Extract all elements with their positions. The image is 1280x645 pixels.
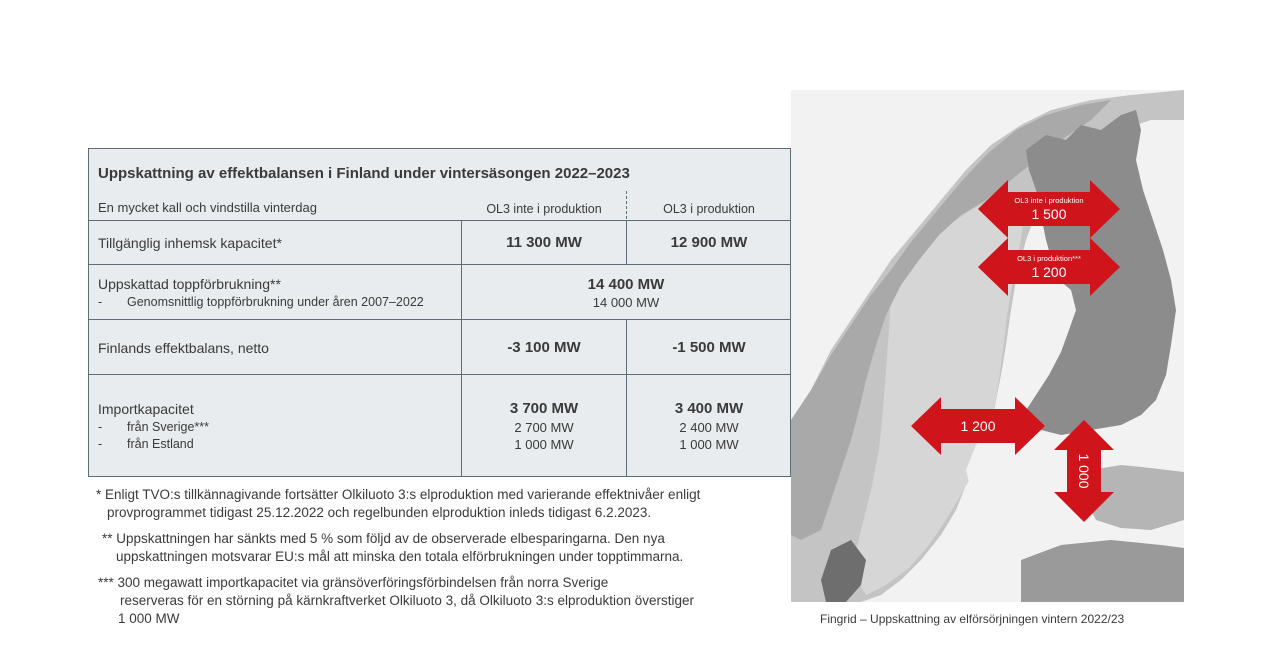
map-caption: Fingrid – Uppskattning av elförsörjningen vintern 2022/23: [820, 612, 1125, 626]
row-divider: [89, 264, 790, 265]
arrow-estonia-finland: [1054, 420, 1114, 522]
row-label-domestic-capacity: Tillgänglig inhemsk kapacitet*: [98, 235, 282, 251]
row-divider: [89, 374, 790, 375]
value-peak-consumption: 14 400 MW: [587, 276, 665, 293]
footnotes: [96, 486, 700, 628]
value-net-balance-ol3-on: -1 500 MW: [672, 339, 746, 356]
footnote-2-line-2: uppskattningen motsvarar EU:s mål att minska den totala elförbrukningen under topptimmarna.: [116, 549, 684, 564]
footnote-3-line-2: reserveras för en störning på kärnkraftverket Olkiluoto 3, då Olkiluoto 3:s elproduktion överstiger: [120, 593, 695, 608]
footnote-1-line-1: * Enligt TVO:s tillkännagivande fortsätter Olkiluoto 3:s elproduktion med varierande effektnivåer enligt: [96, 487, 701, 502]
value-import-estonia-ol3-on: 1 000 MW: [679, 437, 739, 452]
row-label-net-balance: Finlands effektbalans, netto: [98, 340, 269, 356]
value-average-peak: 14 000 MW: [592, 295, 660, 310]
table-subtitle: En mycket kall och vindstilla vinterdag: [98, 200, 317, 215]
row-divider: [89, 319, 790, 320]
arrow-1-caption: OL3 inte i produktion: [1014, 196, 1084, 205]
value-domestic-capacity-ol3-off: 11 300 MW: [506, 234, 582, 251]
arrow-4-value: 1 000: [1076, 453, 1092, 489]
row-sublabel-dash: -: [98, 420, 103, 434]
footnote-3-line-3: 1 000 MW: [118, 611, 180, 626]
arrow-north-ol3-on: [978, 238, 1120, 296]
row-label-import-capacity: Importkapacitet: [98, 401, 194, 417]
row-divider: [89, 220, 790, 221]
value-import-sweden-ol3-off: 2 700 MW: [514, 420, 574, 435]
header-divider: [626, 191, 627, 219]
footnote-2-line-1: ** Uppskattningen har sänkts med 5 % som följd av de observerade elbesparingarna. Den nya: [102, 531, 665, 546]
value-import-estonia-ol3-off: 1 000 MW: [514, 437, 574, 452]
row-sublabel-dash: -: [98, 295, 103, 309]
map-graphic: [791, 90, 1184, 602]
column-header-ol3-in-production: OL3 i produktion: [663, 202, 755, 216]
power-balance-table: [88, 148, 791, 477]
arrow-3-value: 1 200: [960, 418, 996, 434]
row-sublabel-from-estonia: från Estland: [127, 437, 194, 451]
row-sublabel-from-sweden: från Sverige***: [127, 420, 209, 434]
table-title: Uppskattning av effektbalansen i Finland under vintersäsongen 2022–2023: [98, 165, 630, 182]
row-label-peak-consumption: Uppskattad toppförbrukning**: [98, 276, 281, 292]
arrow-1-value: 1 500: [1031, 206, 1067, 222]
value-import-ol3-off: 3 700 MW: [509, 400, 579, 417]
nordic-map: [791, 90, 1184, 602]
arrow-2-value: 1 200: [1031, 264, 1067, 280]
arrow-north-ol3-off: [978, 180, 1120, 238]
footnote-3-line-1: *** 300 megawatt importkapacitet via gränsöverföringsförbindelsen från norra Sverige: [98, 575, 609, 590]
column-header-ol3-not-in-production: OL3 inte i produktion: [486, 202, 602, 216]
value-import-ol3-on: 3 400 MW: [674, 400, 744, 417]
arrow-2-caption: OL3 i produktion***: [1017, 254, 1081, 263]
value-net-balance-ol3-off: -3 100 MW: [507, 339, 581, 356]
row-sublabel-dash: -: [98, 437, 103, 451]
arrow-sweden-finland: [911, 397, 1045, 455]
footnote-1-line-2: provprogrammet tidigast 25.12.2022 och regelbunden elproduktion inleds tidigast 6.2.2023.: [107, 505, 652, 520]
value-import-sweden-ol3-on: 2 400 MW: [679, 420, 739, 435]
row-sublabel-average-peak: Genomsnittlig toppförbrukning under åren 2007–2022: [127, 295, 424, 309]
value-domestic-capacity-ol3-on: 12 900 MW: [670, 234, 748, 251]
